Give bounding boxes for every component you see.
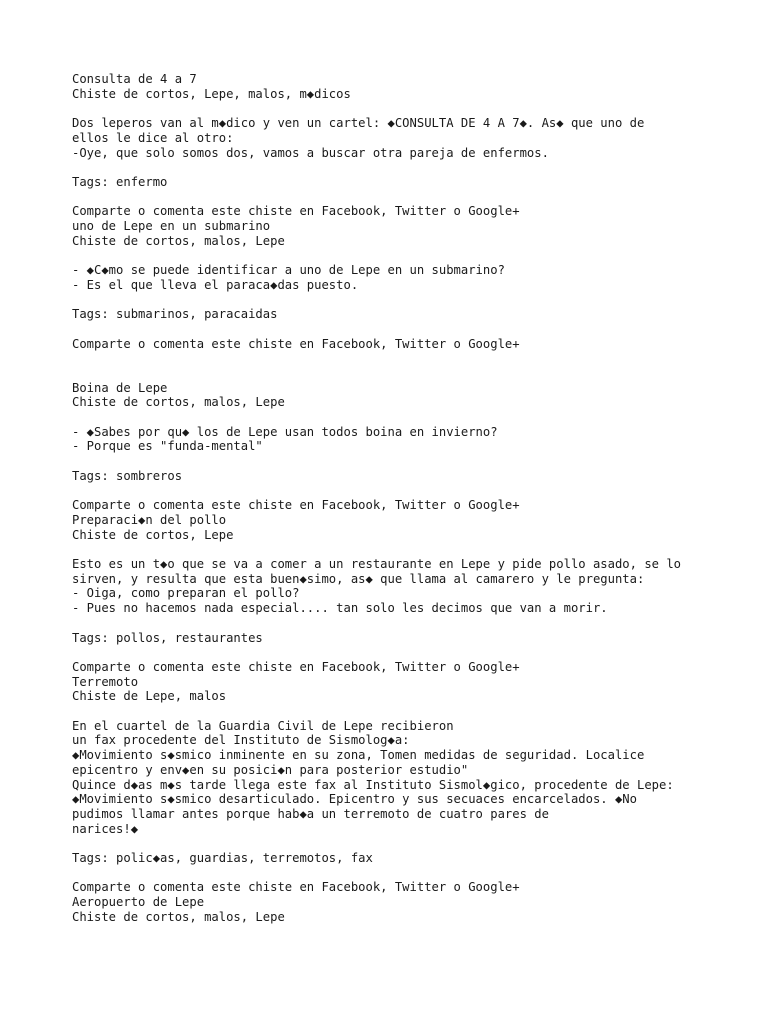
blank-line — [72, 190, 752, 205]
text-line: Chiste de Lepe, malos — [72, 689, 227, 704]
text-line: epicentro y env◆en su posici◆n para posterior estudio" — [72, 762, 469, 777]
text-line: ◆Movimiento s◆smico inminente en su zona, Tomen medidas de seguridad. Localice — [72, 748, 645, 763]
document-text — [72, 72, 752, 925]
text-line: Comparte o comenta este chiste en Facebook, Twitter o Google+ — [72, 880, 520, 895]
text-line: un fax procedente del Instituto de Sismolog◆a: — [72, 733, 410, 748]
text-line: Chiste de cortos, malos, Lepe — [72, 395, 285, 410]
text-line: Chiste de cortos, malos, Lepe — [72, 233, 285, 248]
text-line: Chiste de cortos, Lepe, malos, m◆dicos — [72, 86, 351, 101]
text-line: En el cuartel de la Guardia Civil de Lepe recibieron — [72, 718, 454, 733]
blank-line — [72, 836, 752, 851]
blank-line — [72, 248, 752, 263]
text-line: - Oiga, como preparan el pollo? — [72, 586, 300, 601]
text-line: - ◆C◆mo se puede identificar a uno de Lepe en un submarino? — [72, 263, 505, 278]
blank-line — [72, 866, 752, 881]
text-line: ellos le dice al otro: — [72, 130, 234, 145]
blank-line — [72, 704, 752, 719]
text-line: Comparte o comenta este chiste en Facebook, Twitter o Google+ — [72, 204, 520, 219]
blank-line — [72, 366, 752, 381]
text-line: - ◆Sabes por qu◆ los de Lepe usan todos boina en invierno? — [72, 424, 498, 439]
text-line: -Oye, que solo somos dos, vamos a buscar otra pareja de enfermos. — [72, 145, 549, 160]
blank-line — [72, 160, 752, 175]
blank-line — [72, 454, 752, 469]
text-line: - Porque es "funda-mental" — [72, 439, 263, 454]
text-line: Tags: submarinos, paracaidas — [72, 307, 278, 322]
text-line: Tags: pollos, restaurantes — [72, 630, 263, 645]
text-line: Tags: enfermo — [72, 174, 168, 189]
text-line: Aeropuerto de Lepe — [72, 895, 205, 910]
text-line: - Es el que lleva el paraca◆das puesto. — [72, 277, 359, 292]
blank-line — [72, 351, 752, 366]
text-line: Tags: polic◆as, guardias, terremotos, fax — [72, 851, 373, 866]
text-line: narices!◆ — [72, 821, 139, 836]
text-line: Terremoto — [72, 674, 139, 689]
text-line: Dos leperos van al m◆dico y ven un cartel: ◆CONSULTA DE 4 A 7◆. As◆ que uno de — [72, 116, 645, 131]
text-line: sirven, y resulta que esta buen◆simo, as◆ que llama al camarero y le pregunta: — [72, 571, 645, 586]
blank-line — [72, 322, 752, 337]
text-line: - Pues no hacemos nada especial.... tan solo les decimos que van a morir. — [72, 601, 608, 616]
blank-line — [72, 484, 752, 499]
blank-line — [72, 616, 752, 631]
blank-line — [72, 101, 752, 116]
text-line: Chiste de cortos, Lepe — [72, 527, 234, 542]
text-line: Comparte o comenta este chiste en Facebook, Twitter o Google+ — [72, 336, 520, 351]
text-line: Preparaci◆n del pollo — [72, 512, 227, 527]
text-line: Boina de Lepe — [72, 380, 168, 395]
blank-line — [72, 292, 752, 307]
text-line: Chiste de cortos, malos, Lepe — [72, 909, 285, 924]
text-line: uno de Lepe en un submarino — [72, 218, 271, 233]
blank-line — [72, 410, 752, 425]
text-line: pudimos llamar antes porque hab◆a un terremoto de cuatro pares de — [72, 806, 549, 821]
blank-line — [72, 645, 752, 660]
text-line: Comparte o comenta este chiste en Facebook, Twitter o Google+ — [72, 498, 520, 513]
text-line: ◆Movimiento s◆smico desarticulado. Epicentro y sus secuaces encarcelados. ◆No — [72, 792, 637, 807]
text-line: Tags: sombreros — [72, 468, 183, 483]
text-line: Quince d◆as m◆s tarde llega este fax al Instituto Sismol◆gico, procedente de Lepe: — [72, 777, 674, 792]
text-line: Esto es un t◆o que se va a comer a un restaurante en Lepe y pide pollo asado, se lo — [72, 557, 682, 572]
blank-line — [72, 542, 752, 557]
text-line: Comparte o comenta este chiste en Facebook, Twitter o Google+ — [72, 659, 520, 674]
text-line: Consulta de 4 a 7 — [72, 72, 197, 86]
